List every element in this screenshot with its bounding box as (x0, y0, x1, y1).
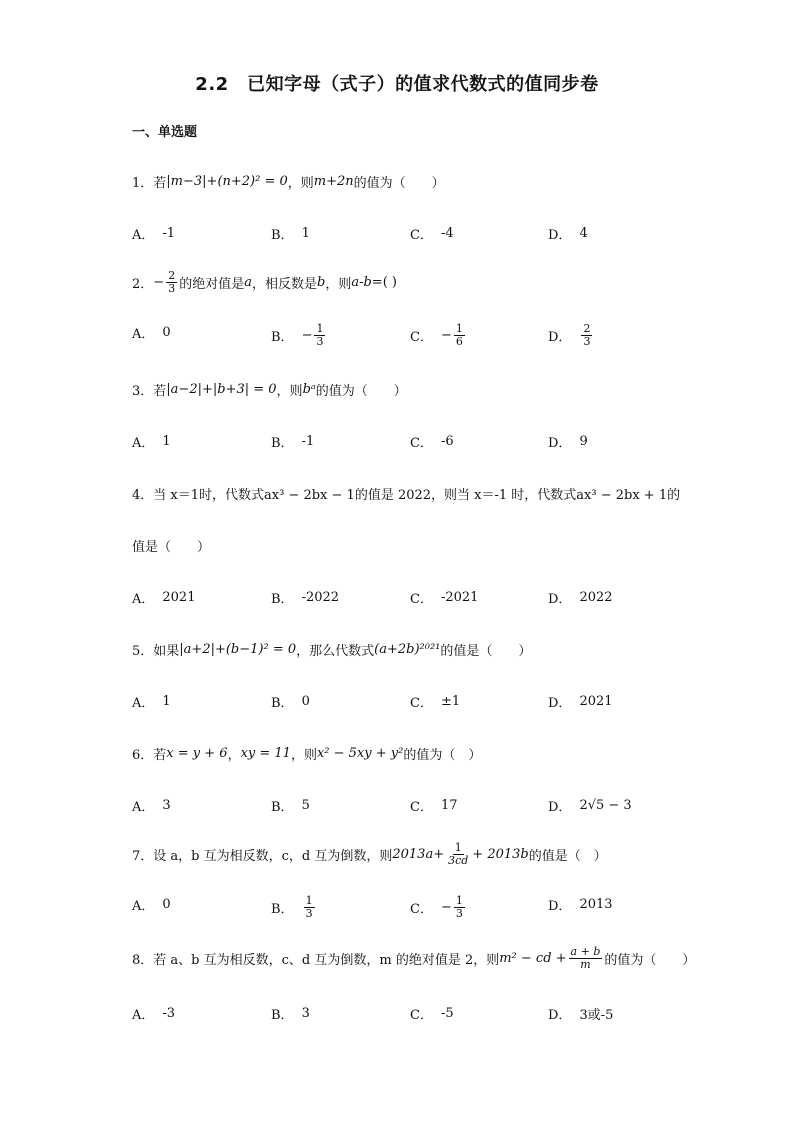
section-heading: 一、单选题 (132, 125, 198, 140)
math-expression: |a+2|+(b−1)² = 0 (179, 642, 297, 657)
option-c[interactable]: C． -2021 (410, 590, 479, 607)
option-b[interactable]: B． − $\frac{1}{3}$ (271, 322, 324, 348)
question-number: 1． (132, 176, 154, 191)
option-b[interactable]: B． 1 (271, 226, 310, 243)
option-b[interactable]: B． 0 (271, 694, 310, 711)
option-d[interactable]: D． 2√5 − 3 (548, 798, 632, 815)
question-text: ，则 (287, 176, 314, 191)
question-number: 6． (132, 748, 154, 763)
option-a[interactable]: A． 1 (132, 694, 171, 711)
options-row (132, 224, 692, 248)
option-d[interactable]: D． 9 (548, 434, 588, 451)
question-4-continued (132, 536, 210, 555)
option-a[interactable]: A． 1 (132, 434, 171, 451)
option-b[interactable]: B． -2022 (271, 590, 340, 607)
question-text: 若 (153, 384, 167, 399)
math-expression: bᵃ (302, 382, 316, 397)
option-b[interactable]: B． -1 (271, 434, 315, 451)
question-text: ，则 (290, 748, 317, 763)
question-4 (132, 484, 680, 503)
option-c[interactable]: C． 17 (410, 798, 458, 815)
question-text: 若 (153, 748, 167, 763)
question-number: 2． (132, 277, 154, 292)
option-a[interactable]: A． 0 (132, 325, 171, 342)
question-number: 8． (132, 953, 154, 968)
question-text: ，那么代数式 (296, 644, 375, 659)
option-a[interactable]: A． 0 (132, 897, 171, 914)
question-text: 当 x＝1时，代数式ax³ − 2bx − 1的值是 2022，则当 x＝-1 时，代数式ax³ − 2bx + 1的 (153, 488, 681, 503)
question-text: 的值为（ ） (403, 748, 482, 763)
math-expression: |m−3|+(n+2)² = 0 (166, 174, 288, 189)
math-expression: x = y + 6 (166, 746, 228, 761)
question-number: 5． (132, 644, 154, 659)
math-expression: xy = 11 (240, 746, 291, 761)
options-row (132, 588, 692, 612)
math-expression: + 2013b (472, 847, 529, 862)
option-b[interactable]: B． $\frac{1}{3}$ (271, 894, 313, 920)
option-a[interactable]: A． -3 (132, 1006, 176, 1023)
option-d[interactable]: D． 2013 (548, 897, 613, 914)
option-b[interactable]: B． 3 (271, 1006, 310, 1023)
math-expression: (a+2b)²⁰²¹ (374, 642, 441, 657)
option-a[interactable]: A． 2021 (132, 590, 196, 607)
question-text: 的值为（ ） (315, 384, 407, 399)
question-text: ，相反数是 (251, 277, 317, 292)
question-5 (132, 640, 531, 659)
option-d[interactable]: D． 3或-5 (548, 1008, 614, 1023)
question-6 (132, 744, 481, 763)
question-text: ，则 (325, 277, 352, 292)
question-1 (132, 172, 445, 191)
question-text: 值是（ ） (132, 540, 211, 555)
question-number: 4． (132, 488, 154, 503)
fraction: $\frac{a + b}{m}$ (570, 945, 601, 971)
math-expression: a-b (351, 275, 372, 290)
option-a[interactable]: A． 3 (132, 798, 171, 815)
question-text: 的值是（ ） (528, 849, 607, 864)
question-2 (132, 270, 397, 295)
math-expression: x² − 5xy + y² (316, 746, 404, 761)
options-row (132, 796, 692, 820)
option-a[interactable]: A． -1 (132, 226, 176, 243)
question-number: 7． (132, 849, 154, 864)
options-row (132, 692, 692, 716)
fraction: $\frac{1}{3cd}$ (448, 841, 469, 867)
option-d[interactable]: D． 4 (548, 226, 588, 243)
question-number: 3． (132, 384, 154, 399)
option-b[interactable]: B． 5 (271, 798, 310, 815)
fraction-sign: − (153, 275, 165, 290)
question-text: 设 a，b 互为相反数，c，d 互为倒数，则 (153, 849, 393, 864)
question-text: ， (227, 748, 241, 763)
math-expression: m² − cd + (499, 951, 567, 966)
variable: b (316, 275, 326, 290)
option-c[interactable]: C． − $\frac{1}{3}$ (410, 894, 463, 920)
question-text: 的绝对值是 (179, 277, 245, 292)
option-c[interactable]: C． -6 (410, 434, 454, 451)
question-text: 如果 (153, 644, 180, 659)
variable: a (244, 275, 252, 290)
question-text: 的值为（ ） (604, 953, 696, 968)
option-c[interactable]: C． -4 (410, 226, 454, 243)
option-c[interactable]: C． − $\frac{1}{6}$ (410, 322, 463, 348)
option-c[interactable]: C． -5 (410, 1006, 454, 1023)
question-8 (132, 946, 695, 971)
question-7 (132, 842, 607, 867)
question-text: ，则 (276, 384, 303, 399)
option-d[interactable]: D． 2022 (548, 590, 613, 607)
options-row (132, 1004, 692, 1028)
options-row (132, 432, 692, 456)
option-c[interactable]: C． ±1 (410, 694, 461, 711)
question-text: 若 a、b 互为相反数，c、d 互为倒数，m 的绝对值是 2，则 (153, 953, 500, 968)
question-text: 的值为（ ） (353, 176, 445, 191)
option-d[interactable]: D． 2021 (548, 694, 613, 711)
options-row (132, 323, 692, 347)
math-expression: m+2n (313, 174, 354, 189)
math-expression: 2013a+ (392, 847, 445, 862)
math-expression: |a−2|+|b+3| = 0 (166, 382, 277, 397)
question-text: 的值是（ ） (440, 644, 532, 659)
page-title: 2.2 已知字母（式子）的值求代数式的值同步卷 (195, 74, 599, 95)
fraction: $\frac{2}{3}$ (168, 269, 176, 295)
option-d[interactable]: D． $\frac{2}{3}$ (548, 322, 591, 348)
options-row (132, 895, 692, 919)
question-text: 若 (153, 176, 167, 191)
question-text: =( ) (371, 275, 397, 290)
question-3 (132, 380, 407, 399)
